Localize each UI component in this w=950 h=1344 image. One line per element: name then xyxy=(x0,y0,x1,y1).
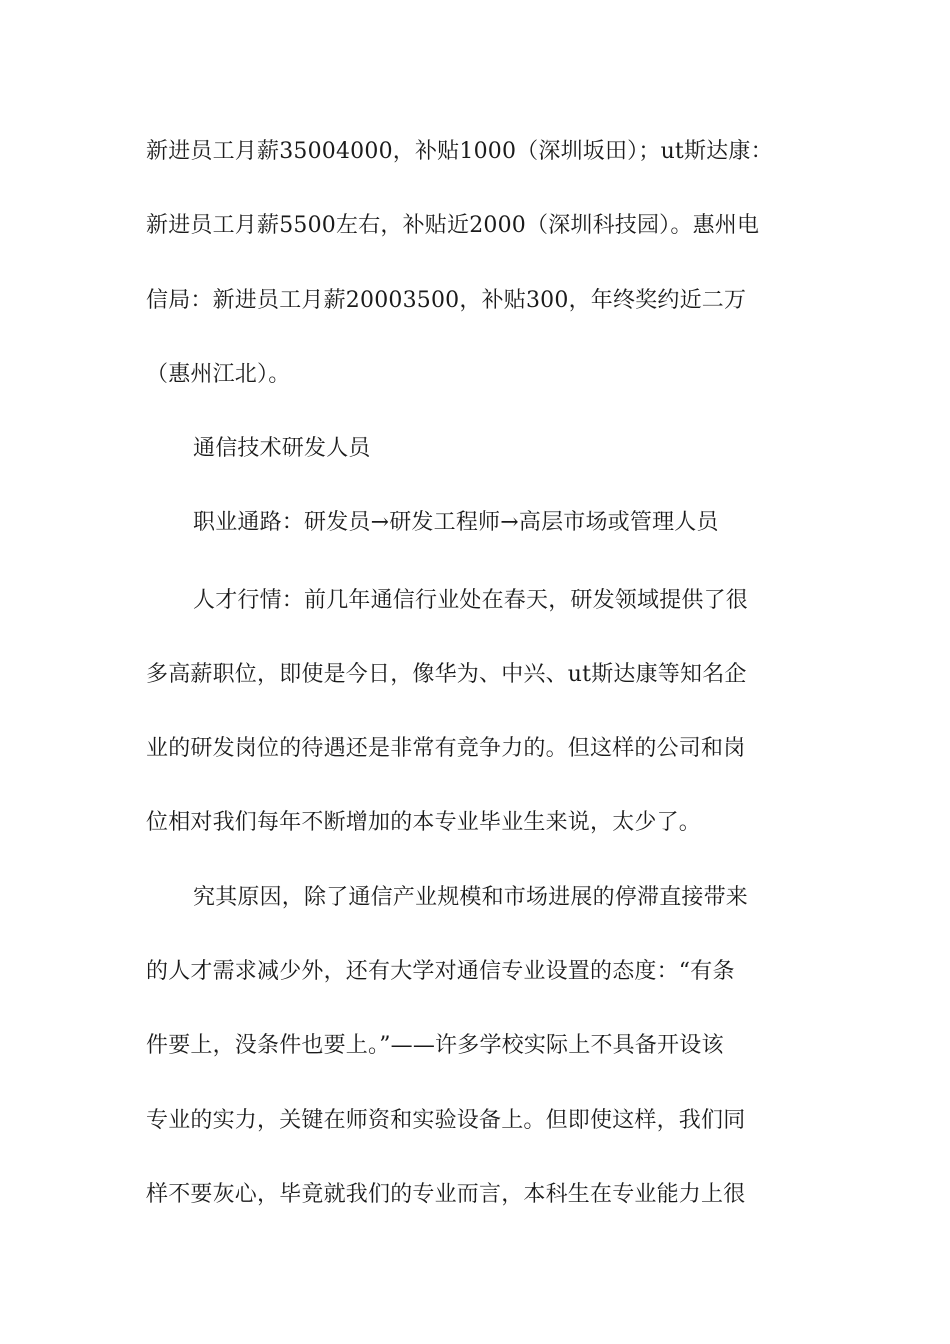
paragraph-salary-line-1: 新进员工月薪35004000，补贴1000（深圳坂田）；ut斯达康： xyxy=(146,139,773,164)
talent-market-line-1: 人才行情：前几年通信行业处在春天，研发领域提供了很 xyxy=(193,588,749,613)
cause-paragraph-line-4: 专业的实力，关键在师资和实验设备上。但即使这样，我们同 xyxy=(146,1108,746,1133)
section-heading: 通信技术研发人员 xyxy=(193,436,371,461)
paragraph-salary-line-2: 新进员工月薪5500左右，补贴近2000（深圳科技园）。惠州电 xyxy=(146,213,760,238)
talent-market-line-2: 多高薪职位，即使是今日，像华为、中兴、ut斯达康等知名企 xyxy=(146,662,747,687)
cause-paragraph-line-3: 件要上，没条件也要上。”——许多学校实际上不具备开设该 xyxy=(146,1033,724,1058)
cause-paragraph-line-5: 样不要灰心，毕竟就我们的专业而言，本科生在专业能力上很 xyxy=(146,1182,746,1207)
paragraph-salary-line-4: （惠州江北）。 xyxy=(146,362,291,387)
career-path-line: 职业通路：研发员→研发工程师→高层市场或管理人员 xyxy=(193,510,719,535)
cause-paragraph-line-2: 的人才需求减少外，还有大学对通信专业设置的态度：“有条 xyxy=(146,959,735,984)
cause-paragraph-line-1: 究其原因，除了通信产业规模和市场进展的停滞直接带来 xyxy=(193,885,749,910)
talent-market-line-4: 位相对我们每年不断增加的本专业毕业生来说，太少了。 xyxy=(146,810,702,835)
paragraph-salary-line-3: 信局：新进员工月薪20003500，补贴300，年终奖约近二万 xyxy=(146,288,747,313)
talent-market-line-3: 业的研发岗位的待遇还是非常有竞争力的。但这样的公司和岗 xyxy=(146,736,746,761)
